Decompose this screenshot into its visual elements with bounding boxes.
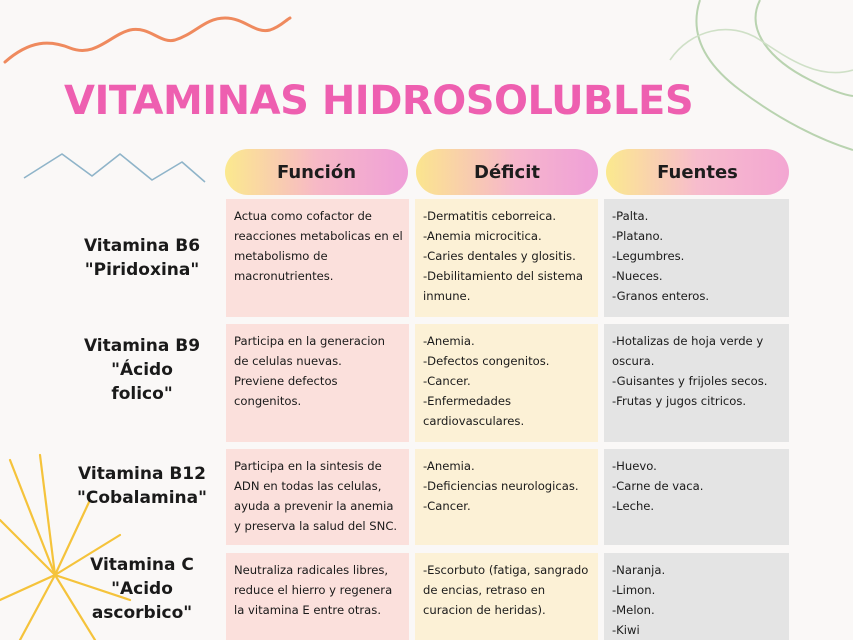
- cell-b6-funcion: Actua como cofactor de reacciones metabolicas en el metabolismo de macronutrientes.: [226, 199, 409, 317]
- cell-b6-fuentes: -Palta. -Platano. -Legumbres. -Nueces. -Granos enteros.: [604, 199, 789, 317]
- column-header-funcion: Función: [225, 149, 408, 195]
- green-loop-inner: [756, 0, 853, 96]
- column-header-deficit: Déficit: [416, 149, 598, 195]
- cell-b6-deficit: -Dermatitis ceborreica. -Anemia microcitica. -Caries dentales y glositis. -Debilitamiento del sistema inmune.: [415, 199, 598, 317]
- cell-b9-deficit: -Anemia. -Defectos congenitos. -Cancer. -Enfermedades cardiovasculares.: [415, 324, 598, 442]
- cell-b12-funcion: Participa en la sintesis de ADN en todas las celulas, ayuda a prevenir la anemia y preserva la salud del SNC.: [226, 449, 409, 545]
- row-label-b9: Vitamina B9 "Ácido folico": [83, 336, 201, 404]
- cell-b9-funcion: Participa en la generacion de celulas nuevas. Previene defectos congenitos.: [226, 324, 409, 442]
- green-loop-outer: [696, 0, 853, 150]
- row-label-b6: Vitamina B6 "Piridoxina": [83, 236, 201, 280]
- orange-squiggle: [5, 18, 290, 62]
- cell-b12-deficit: -Anemia. -Deficiencias neurologicas. -Cancer.: [415, 449, 598, 545]
- blue-zigzag: [24, 154, 205, 182]
- page-title: VITAMINAS HIDROSOLUBLES: [64, 78, 694, 124]
- column-header-fuentes: Fuentes: [606, 149, 789, 195]
- cell-c-deficit: -Escorbuto (fatiga, sangrado de encias, retraso en curacion de heridas).: [415, 553, 598, 640]
- green-loop-curl: [670, 30, 853, 73]
- cell-b12-fuentes: -Huevo. -Carne de vaca. -Leche.: [604, 449, 789, 545]
- row-label-b12: Vitamina B12 "Cobalamina": [77, 464, 207, 508]
- cell-c-fuentes: -Naranja. -Limon. -Melon. -Kiwi: [604, 553, 789, 640]
- cell-c-funcion: Neutraliza radicales libres, reduce el hierro y regenera la vitamina E entre otras.: [226, 553, 409, 640]
- cell-b9-fuentes: -Hotalizas de hoja verde y oscura. -Guisantes y frijoles secos. -Frutas y jugos citricos.: [604, 324, 789, 442]
- row-label-c: Vitamina C "Acido ascorbico": [90, 555, 194, 623]
